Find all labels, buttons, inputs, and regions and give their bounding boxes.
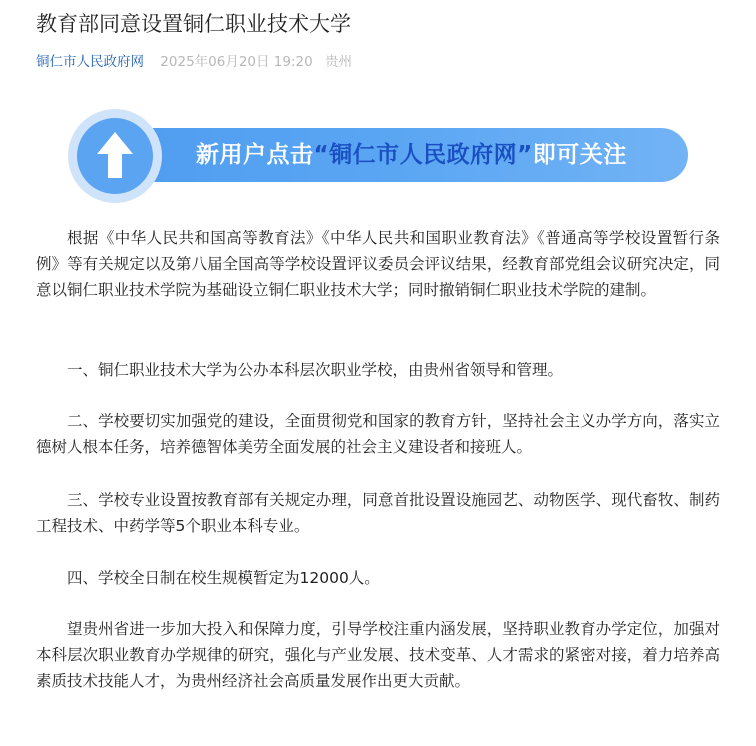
paragraph-intro: 根据《中华人民共和国高等教育法》《中华人民共和国职业教育法》《普通高等学校设置暂行条例》等有关规定以及第八届全国高等学校设置评议委员会评议结果，经教育部党组会议研究决定，同意以铜仁职业技术学院为基础设立铜仁职业技术大学；同时撤销铜仁职业技术学院的建制。 bbox=[36, 229, 720, 299]
paragraph-1: 一、铜仁职业技术大学为公办本科层次职业学校，由贵州省领导和管理。 bbox=[67, 361, 564, 379]
banner-circle bbox=[68, 109, 162, 203]
location-label: 贵州 bbox=[325, 54, 353, 70]
paragraph-3: 三、学校专业设置按教育部有关规定办理，同意首批设置设施园艺、动物医学、现代畜牧、制药工程技术、中药学等5个职业本科专业。 bbox=[36, 491, 720, 535]
paragraph-4: 四、学校全日制在校生规模暂定为12000人。 bbox=[67, 569, 380, 587]
article-title: 教育部同意设置铜仁职业技术大学 bbox=[36, 12, 351, 36]
follow-banner[interactable] bbox=[68, 109, 688, 203]
source-link[interactable]: 铜仁市人民政府网 bbox=[36, 54, 144, 70]
banner-text-prefix: 新用户点击 bbox=[196, 142, 314, 168]
publish-date: 2025年06月20日 19:20 bbox=[160, 54, 313, 70]
banner-text bbox=[196, 138, 627, 172]
paragraph-2: 二、学校要切实加强党的建设，全面贯彻党和国家的教育方针，坚持社会主义办学方向，落实立德树人根本任务，培养德智体美劳全面发展的社会主义建设者和接班人。 bbox=[36, 412, 720, 456]
article-meta bbox=[36, 52, 360, 72]
banner-text-suffix: 即可关注 bbox=[532, 142, 627, 168]
banner-text-highlight: “铜仁市人民政府网” bbox=[313, 142, 533, 168]
paragraph-closing: 望贵州省进一步加大投入和保障力度，引导学校注重内涵发展，坚持职业教育办学定位，加强对本科层次职业教育办学规律的研究，强化与产业发展、技术变革、人才需求的紧密对接，着力培养高素质技术技能人才，为贵州经济社会高质量发展作出更大贡献。 bbox=[36, 620, 720, 690]
up-arrow-icon bbox=[77, 118, 153, 194]
